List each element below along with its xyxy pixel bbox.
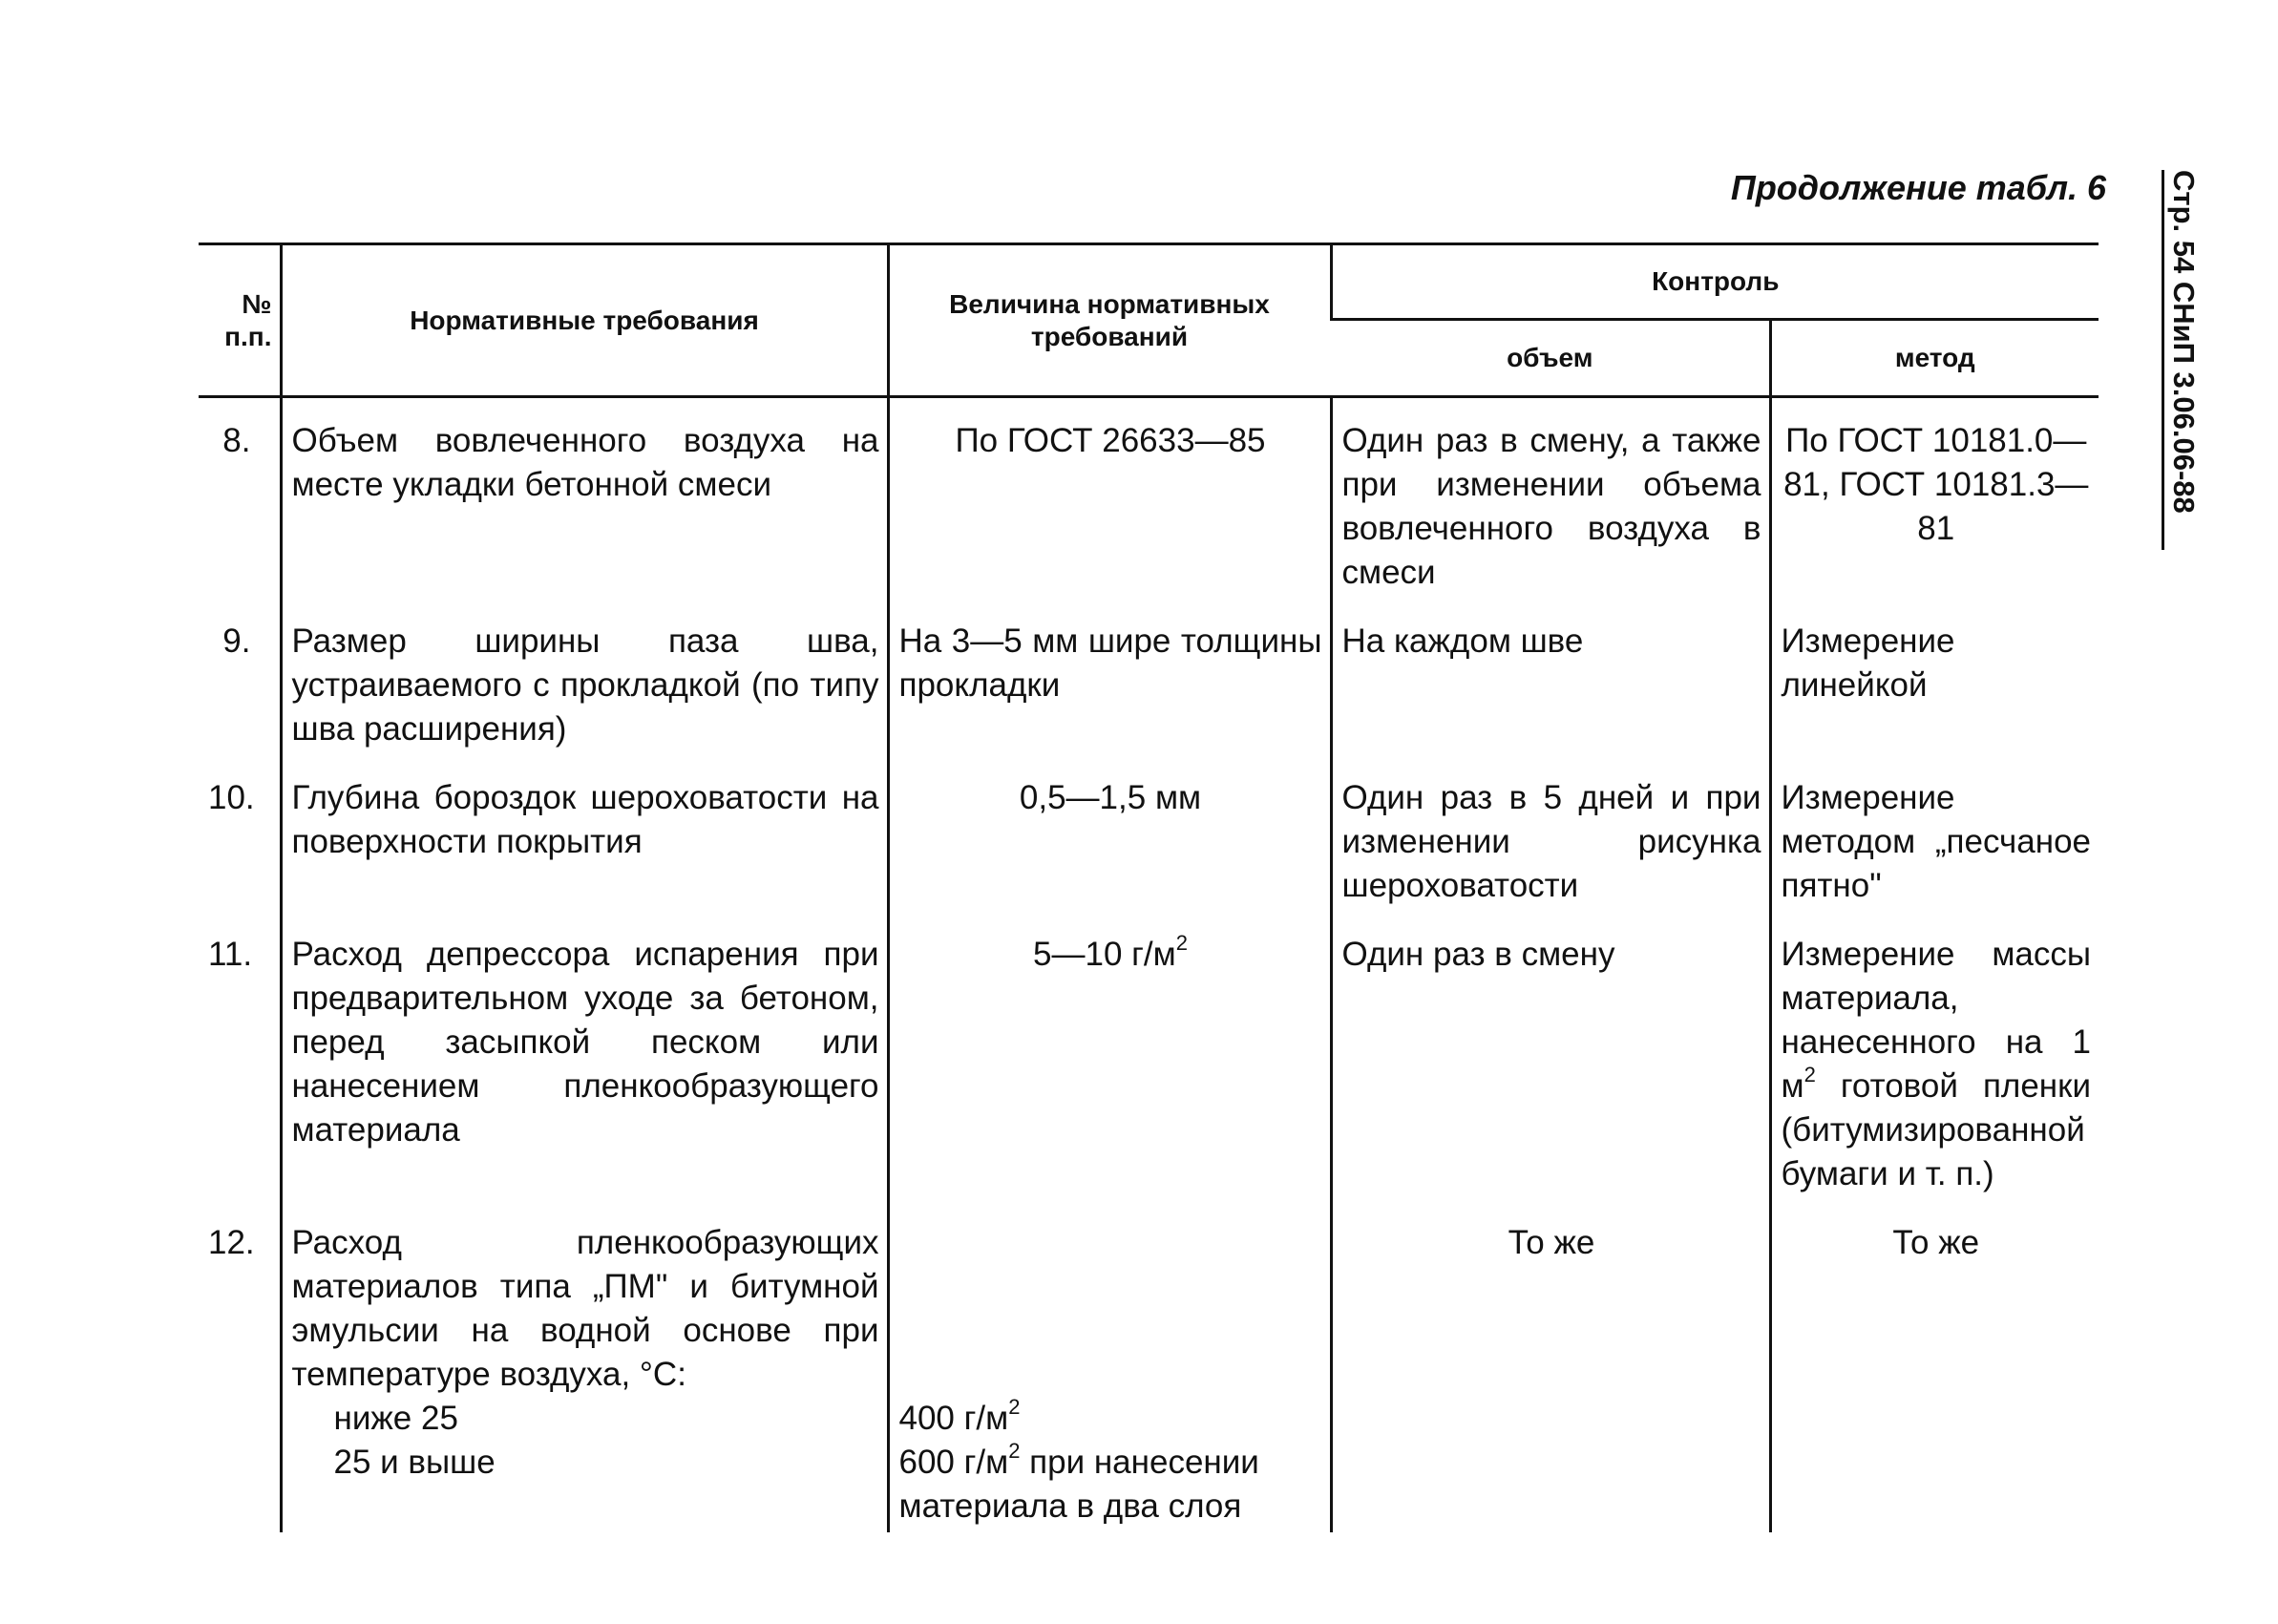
row-volume: То же <box>1331 1200 1770 1532</box>
continuation-label: Продолжение табл. 6 <box>1730 168 2106 207</box>
row-value <box>888 1200 1331 1532</box>
row-method: То же <box>1770 1200 2099 1532</box>
method-text-b: готовой пленки (битумизированной бумаги и т. п.) <box>1781 1067 2092 1192</box>
row-method: По ГОСТ 10181.0—81, ГОСТ 10181.3—81 <box>1770 397 2099 600</box>
row-num: 10. <box>208 779 255 816</box>
table-row <box>199 397 2099 600</box>
table-row <box>199 1200 2099 1532</box>
row-volume: Один раз в 5 дней и при изменении рисунка шероховатости <box>1331 755 1770 912</box>
value-amount: 5—10 г/м <box>1033 936 1176 973</box>
header-control: Контроль <box>1331 244 2099 320</box>
row-method: Измерение линейкой <box>1770 599 2099 755</box>
row-num: 9. <box>222 622 251 660</box>
value-2-amount: 600 г/м <box>898 1444 1009 1481</box>
requirement-sub-2: 25 и выше <box>333 1444 496 1481</box>
value-line-1 <box>899 1397 1322 1441</box>
row-num: 11. <box>208 936 253 973</box>
requirement-intro: Расход пленкообразующих материалов типа „ПМ" и битумной эмульсии на водной основе при температуре воздуха, °С: <box>291 1224 879 1393</box>
header-value: Величина нормативных требований <box>888 244 1331 397</box>
row-value <box>888 912 1331 1200</box>
value-line-2 <box>899 1441 1322 1529</box>
row-volume: На каждом шве <box>1331 599 1770 755</box>
method-unit-exponent: 2 <box>1803 1063 1816 1086</box>
row-volume: Один раз в смену <box>1331 912 1770 1200</box>
header-num: № п.п. <box>199 244 281 397</box>
table-row <box>199 912 2099 1200</box>
header-volume: объем <box>1331 320 1770 397</box>
row-method: Измерение методом „песчаное пятно" <box>1770 755 2099 912</box>
row-num: 12. <box>208 1224 255 1261</box>
value-2-note: при нанесении материала в два слоя <box>898 1444 1259 1525</box>
value-unit-exponent: 2 <box>1175 931 1188 955</box>
row-value: По ГОСТ 26633—85 <box>888 397 1331 600</box>
value-2-exponent: 2 <box>1008 1439 1021 1463</box>
row-value: На 3—5 мм шире толщины прокладки <box>888 599 1331 755</box>
row-requirement: Размер ширины паза шва, устраиваемого с прокладкой (по типу шва расширения) <box>281 599 888 755</box>
row-requirement: Глубина бороздок шероховатости на поверхности покрытия <box>281 755 888 912</box>
value-1-amount: 400 г/м <box>898 1400 1009 1437</box>
method-text-a: Измерение массы материала, нанесенного на 1 м <box>1781 936 2092 1105</box>
row-volume: Один раз в смену, а также при изменении объема вовлеченного воздуха в смеси <box>1331 397 1770 600</box>
row-value: 0,5—1,5 мм <box>888 755 1331 912</box>
row-requirement <box>281 1200 888 1532</box>
row-method <box>1770 912 2099 1200</box>
side-reference-text: Стр. 54 СНиП 3.06.06-88 <box>2167 170 2201 514</box>
value-1-exponent: 2 <box>1008 1395 1021 1419</box>
row-requirement: Объем вовлеченного воздуха на месте укладки бетонной смеси <box>281 397 888 600</box>
norms-table <box>199 243 2099 1532</box>
row-num: 8. <box>222 422 251 459</box>
row-requirement: Расход депрессора испарения при предварительном уходе за бетоном, перед засыпкой песком или нанесением пленкообразующего материала <box>281 912 888 1200</box>
side-reference <box>2162 170 2201 550</box>
table-row <box>199 755 2099 912</box>
header-method: метод <box>1770 320 2099 397</box>
header-requirements: Нормативные требования <box>281 244 888 397</box>
requirement-sub-1: ниже 25 <box>333 1400 458 1437</box>
table-row <box>199 599 2099 755</box>
